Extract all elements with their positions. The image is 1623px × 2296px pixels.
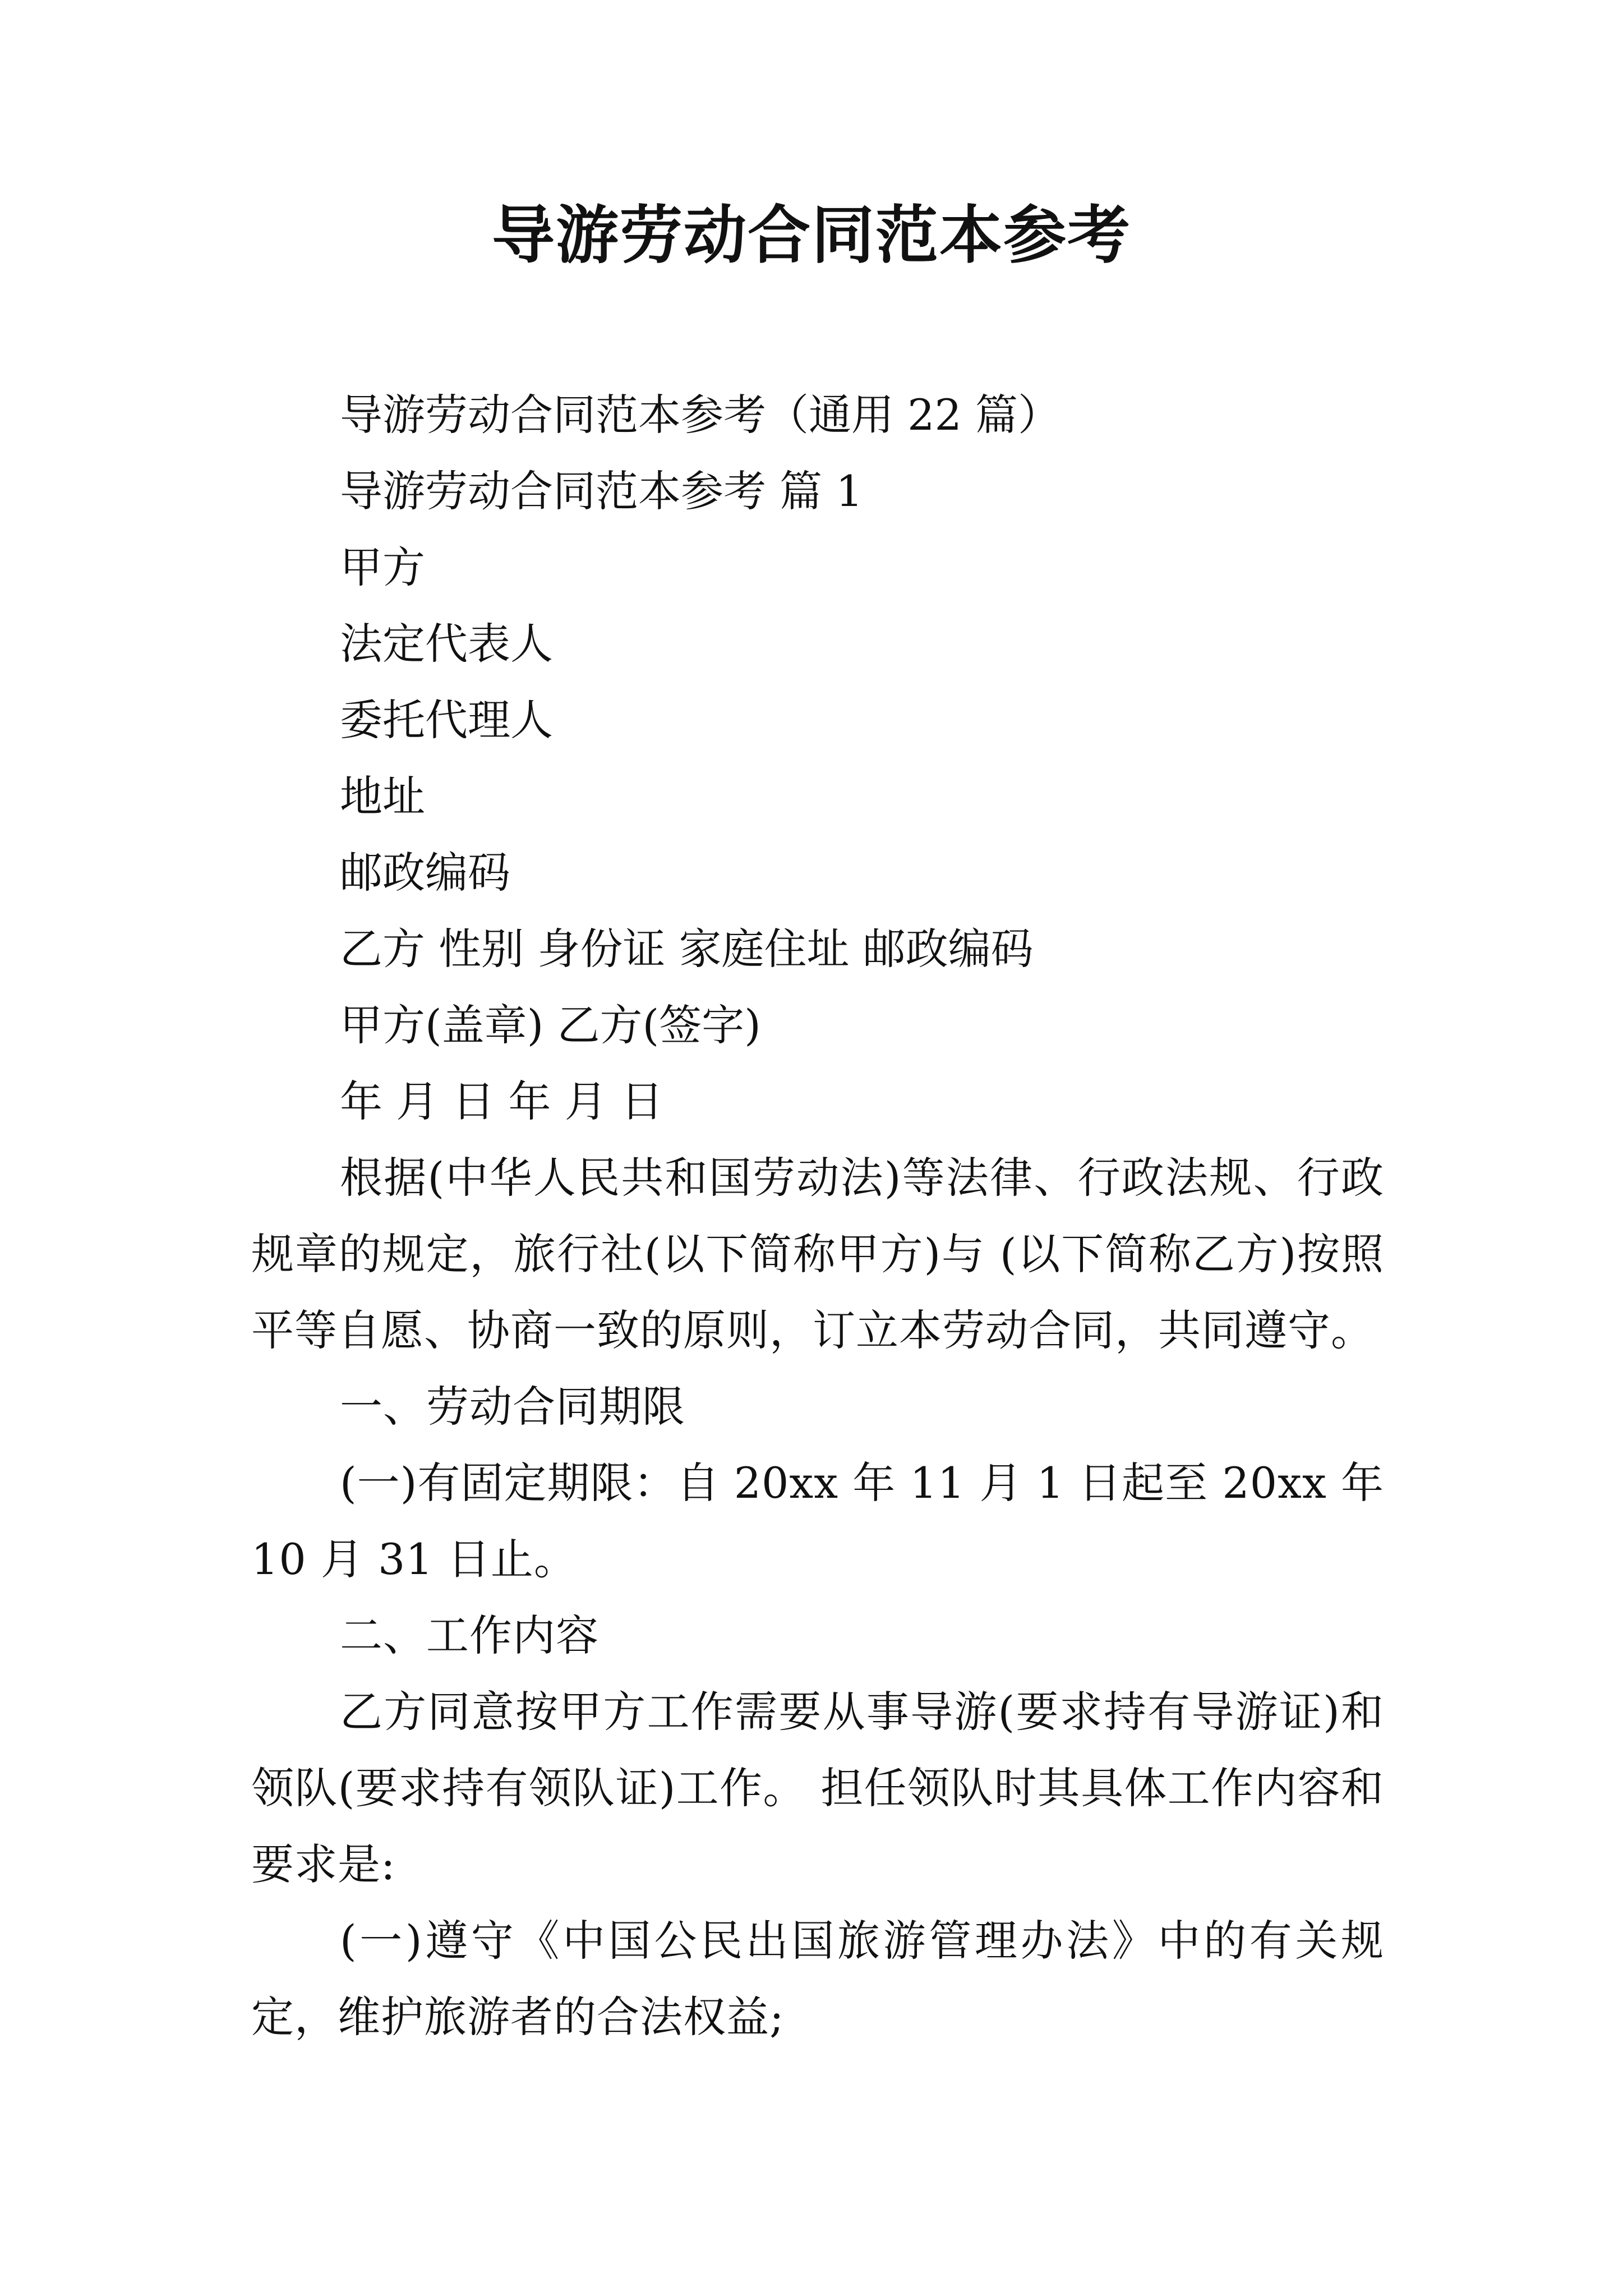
legal-representative-label: 法定代表人: [340, 619, 553, 669]
preamble-paragraph: 根据(中华人民共和国劳动法)等法律、行政法规、行政规章的规定，旅行社(以下简称甲方)与 (以下简称乙方)按照平等自愿、协商一致的原则，订立本劳动合同，共同遵守。: [251, 1153, 1384, 1355]
address-label: 地址: [340, 771, 425, 821]
document-body: [251, 377, 1384, 2055]
article-heading-work: 二、工作内容: [340, 1611, 599, 1660]
party-a-label: 甲方: [340, 542, 425, 592]
term-clause: (一)有固定期限：自 20xx 年 11 月 1 日起至 20xx 年 10 月 31 日止。: [251, 1458, 1384, 1584]
work-requirement-clause: (一)遵守《中国公民出国旅游管理办法》中的有关规定，维护旅游者的合法权益;: [251, 1916, 1384, 2042]
subtitle-line: 导游劳动合同范本参考（通用 22 篇）: [340, 390, 1061, 440]
date-line: 年 月 日 年 月 日: [340, 1076, 663, 1126]
section-heading: 导游劳动合同范本参考 篇 1: [340, 466, 863, 516]
article-heading-term: 一、劳动合同期限: [340, 1382, 685, 1432]
document-title: 导游劳动合同范本参考: [492, 199, 1131, 272]
postal-code-label: 邮政编码: [340, 848, 510, 898]
work-content-paragraph: 乙方同意按甲方工作需要从事导游(要求持有导游证)和领队(要求持有领队证)工作。 担任领队时其具体工作内容和要求是:: [251, 1687, 1384, 1889]
party-b-fields-line: 乙方 性别 身份证 家庭住址 邮政编码: [340, 924, 1034, 974]
signature-line: 甲方(盖章) 乙方(签字): [340, 1000, 761, 1050]
authorized-agent-label: 委托代理人: [340, 695, 553, 745]
